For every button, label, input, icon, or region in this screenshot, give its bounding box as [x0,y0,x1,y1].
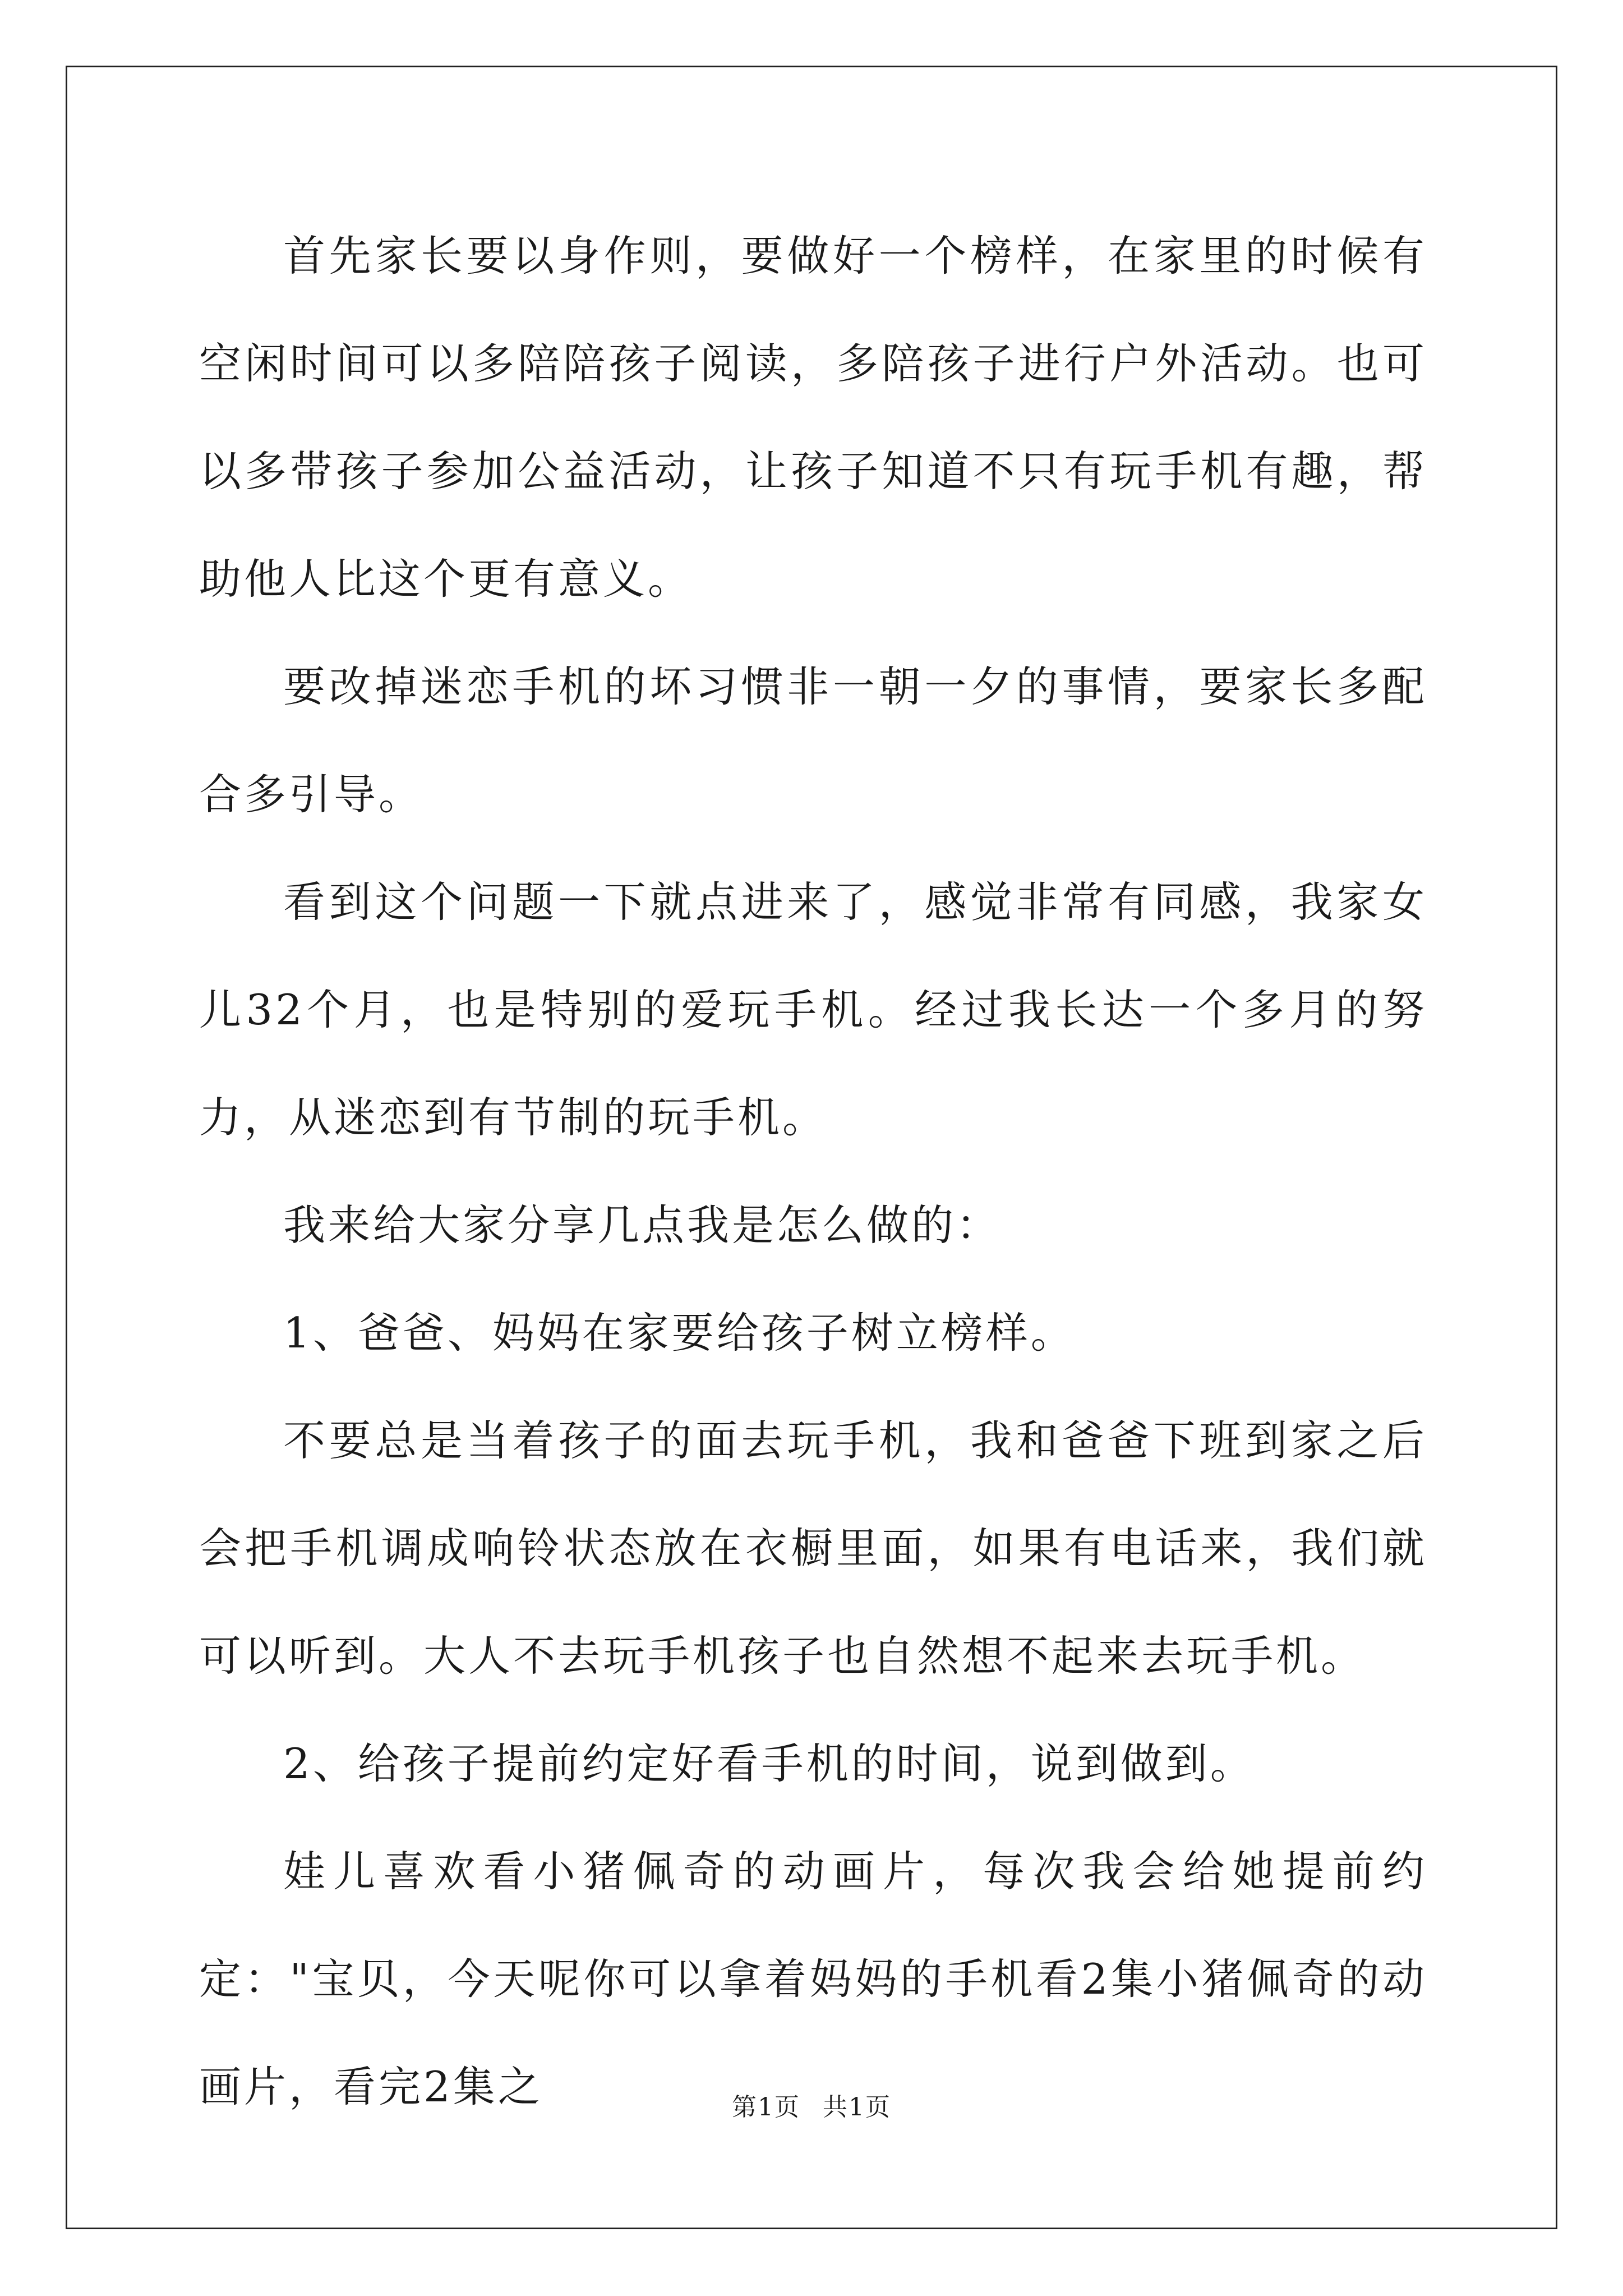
page-footer [0,2087,1623,2123]
paragraph-2: 要改掉迷恋手机的坏习惯非一朝一夕的事情，要家长多配合多引导。 [199,662,1427,819]
document-body [199,202,1427,2141]
page-number: 第1页 [732,2093,800,2122]
page-total: 共1页 [823,2093,891,2122]
paragraph-1: 首先家长要以身作则，要做好一个榜样，在家里的时候有空闲时间可以多陪陪孩子阅读，多陪孩子进行户外活动。也可以多带孩子参加公益活动，让孩子知道不只有玩手机有趣，帮助他人比这个更有意义。 [199,231,1427,604]
paragraph-8: 娃儿喜欢看小猪佩奇的动画片，每次我会给她提前约定："宝贝，今天呢你可以拿着妈妈的手机看2集小猪佩奇的动画片，看完2集之 [199,1847,1427,2111]
paragraph-7: 2、给孩子提前约定好看手机的时间，说到做到。 [283,1739,1255,1788]
paragraph-6: 不要总是当着孩子的面去玩手机，我和爸爸下班到家之后会把手机调成响铃状态放在衣橱里面，如果有电话来，我们就可以听到。大人不去玩手机孩子也自然想不起来去玩手机。 [199,1416,1427,1681]
paragraph-3: 看到这个问题一下就点进来了，感觉非常有同感，我家女儿32个月，也是特别的爱玩手机。经过我长达一个多月的努力，从迷恋到有节制的玩手机。 [199,877,1427,1142]
paragraph-4: 我来给大家分享几点我是怎么做的： [283,1200,1002,1250]
paragraph-5: 1、爸爸、妈妈在家要给孩子树立榜样。 [283,1308,1076,1358]
